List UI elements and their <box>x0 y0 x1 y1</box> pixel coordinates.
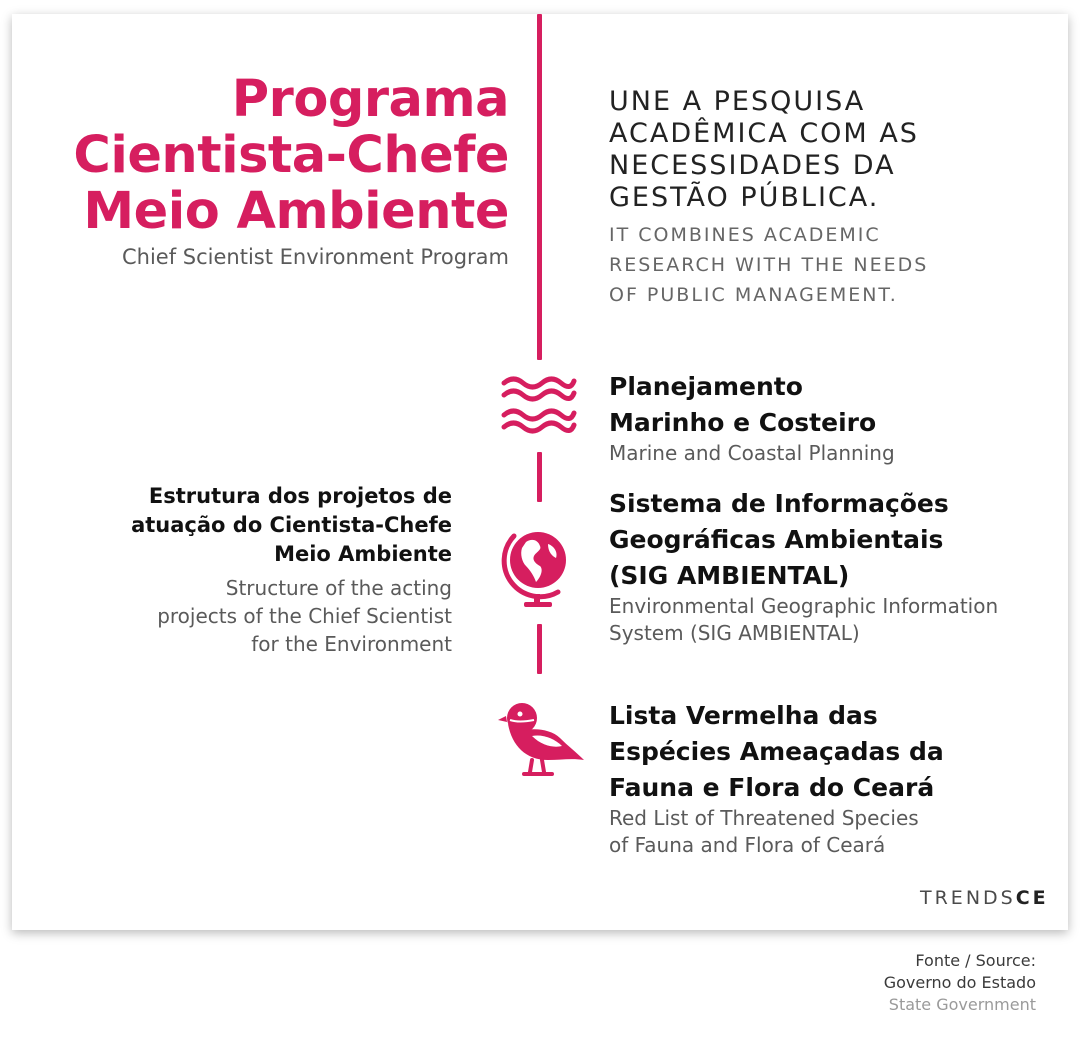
intro-portuguese <box>609 86 1049 214</box>
structure-label-english <box>0 574 452 658</box>
structure-line: for the Environment <box>251 632 452 656</box>
item-subtitle <box>609 440 1059 467</box>
item-subtitle-line: System (SIG AMBIENTAL) <box>609 621 860 645</box>
globe-icon <box>496 520 578 610</box>
intro-line: GESTÃO PÚBLICA. <box>609 182 880 213</box>
bird-icon <box>498 698 586 782</box>
title-line: Meio Ambiente <box>83 182 509 241</box>
page-title <box>0 72 509 240</box>
source-english: State Government <box>888 995 1036 1014</box>
intro-line: RESEARCH WITH THE NEEDS <box>609 254 929 276</box>
structure-line: Structure of the acting <box>225 576 452 600</box>
source-note <box>884 950 1036 1016</box>
title-line: Programa <box>231 70 509 129</box>
item-title-line: Geográficas Ambientais <box>609 525 944 554</box>
source-label: Fonte / Source: <box>915 951 1036 970</box>
page-subtitle: Chief Scientist Environment Program <box>121 245 509 269</box>
item-title <box>609 369 1059 441</box>
item-title-line: Planejamento <box>609 372 803 401</box>
item-title-line: Espécies Ameaçadas da <box>609 737 944 766</box>
intro-line: NECESSIDADES DA <box>609 150 896 181</box>
structure-label <box>0 482 452 569</box>
source-portuguese: Governo do Estado <box>883 973 1036 992</box>
intro-line: UNE A PESQUISA <box>609 86 866 117</box>
trends-ce-logo <box>920 887 1049 909</box>
logo-part: CE <box>1015 887 1049 909</box>
item-subtitle-line: of Fauna and Flora of Ceará <box>609 833 886 857</box>
timeline-line <box>537 14 542 360</box>
item-subtitle <box>609 805 1059 859</box>
item-title <box>609 698 1059 806</box>
item-title-line: Sistema de Informações <box>609 489 949 518</box>
waves-icon <box>500 374 578 436</box>
structure-line: projects of the Chief Scientist <box>157 604 452 628</box>
timeline-line <box>537 452 542 502</box>
item-subtitle <box>609 593 1059 647</box>
structure-line: atuação do Cientista-Chefe <box>131 513 452 537</box>
item-subtitle-line: Red List of Threatened Species <box>609 806 919 830</box>
intro-line: OF PUBLIC MANAGEMENT. <box>609 284 898 306</box>
item-title <box>609 486 1059 594</box>
item-title-line: Marinho e Costeiro <box>609 408 877 437</box>
intro-line: IT COMBINES ACADEMIC <box>609 224 881 246</box>
item-title-line: Lista Vermelha das <box>609 701 878 730</box>
intro-line: ACADÊMICA COM AS <box>609 118 919 149</box>
title-line: Cientista-Chefe <box>73 126 509 185</box>
item-title-line: (SIG AMBIENTAL) <box>609 561 850 590</box>
intro-english <box>609 220 1049 310</box>
structure-line: Estrutura dos projetos de <box>148 484 452 508</box>
timeline-line <box>537 624 542 674</box>
item-title-line: Fauna e Flora do Ceará <box>609 773 935 802</box>
structure-line: Meio Ambiente <box>274 542 452 566</box>
item-subtitle-line: Marine and Coastal Planning <box>609 441 895 465</box>
item-subtitle-line: Environmental Geographic Information <box>609 594 999 618</box>
logo-part: TRENDS <box>920 887 1016 909</box>
